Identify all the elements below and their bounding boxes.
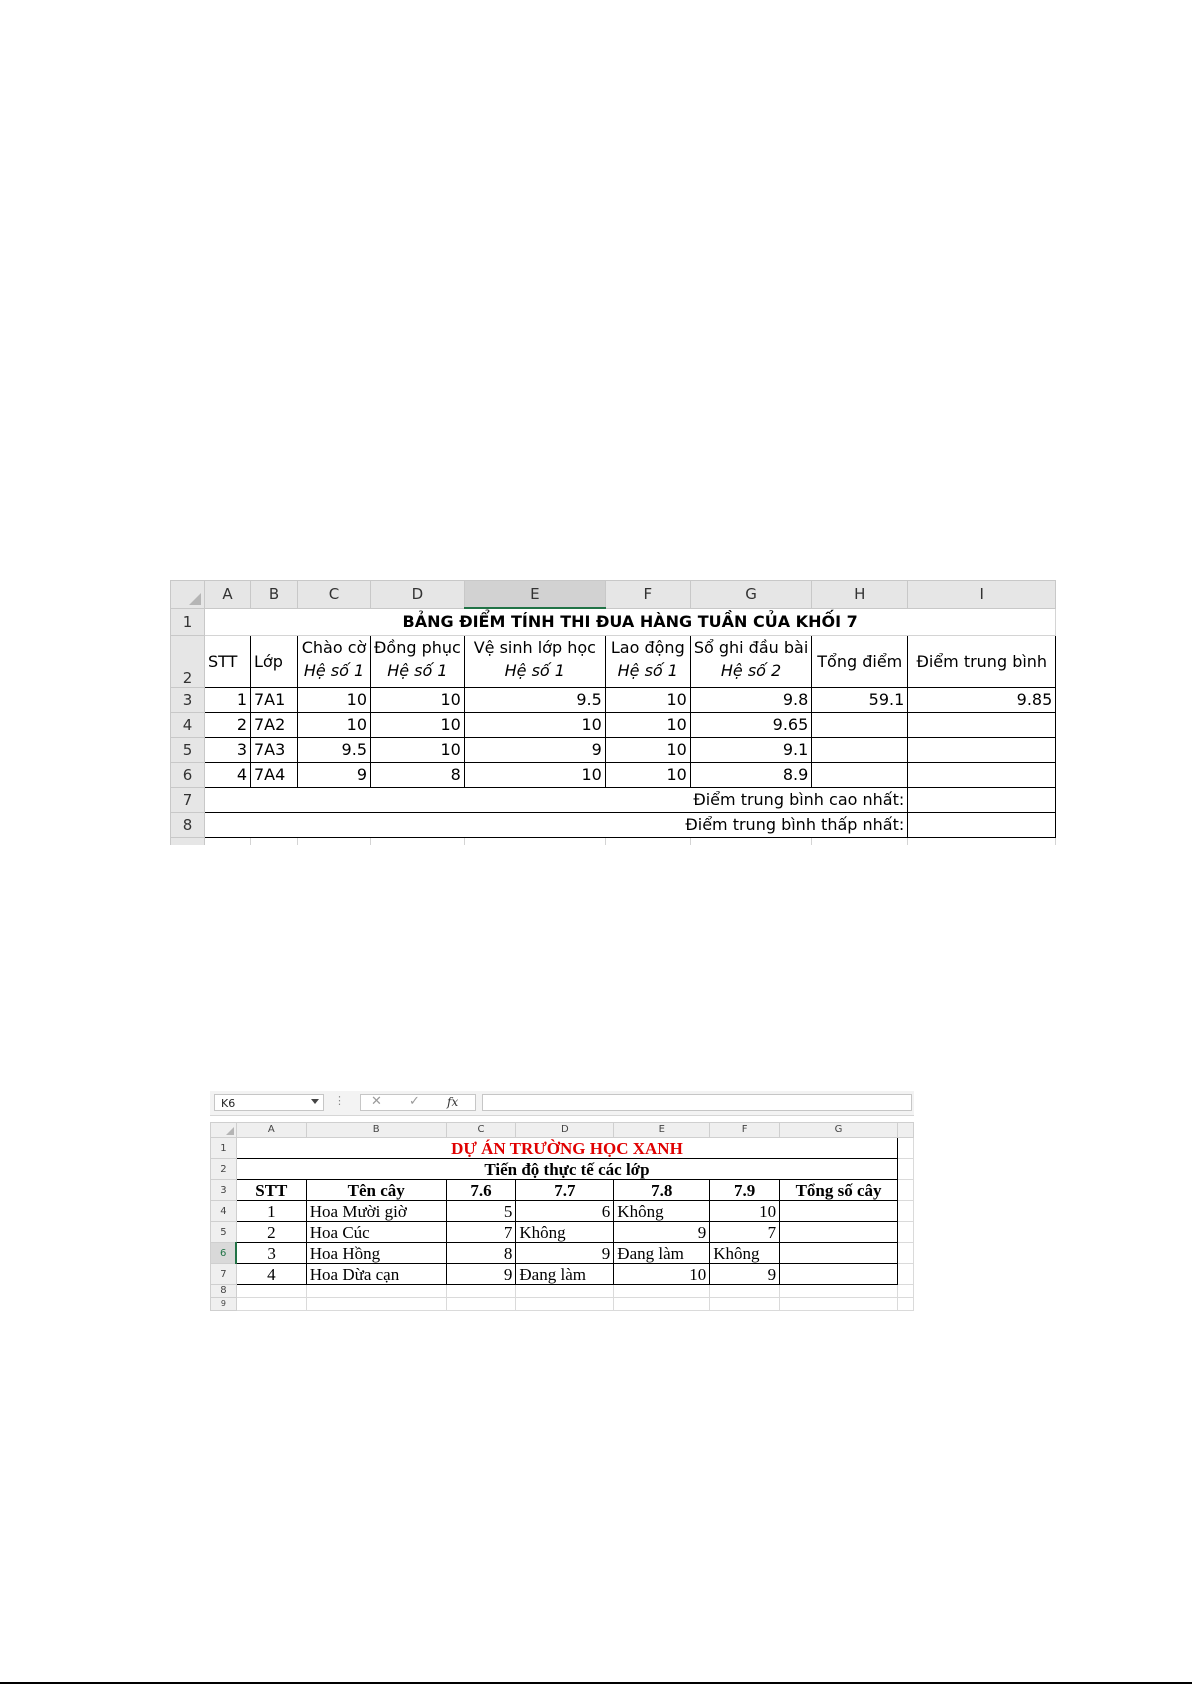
row-header[interactable]: 7: [171, 787, 205, 812]
coefficient-label: Hệ số 1: [387, 660, 448, 680]
row-header[interactable]: 4: [211, 1201, 237, 1222]
column-header-a[interactable]: A: [205, 581, 251, 609]
cell[interactable]: 9.5: [298, 737, 371, 762]
cell[interactable]: 2: [236, 1222, 306, 1243]
column-header-c[interactable]: C: [446, 1123, 516, 1138]
row-header[interactable]: 2: [211, 1159, 237, 1180]
table-row: [171, 635, 1056, 687]
sheet-title[interactable]: BẢNG ĐIỂM TÍNH THI ĐUA HÀNG TUẦN CỦA KHỐI 7: [205, 608, 1056, 635]
header-7-6[interactable]: 7.6: [446, 1180, 516, 1201]
cell[interactable]: 10: [605, 712, 690, 737]
column-header-c[interactable]: C: [298, 581, 371, 609]
cell[interactable]: 10: [464, 762, 605, 787]
select-all-corner[interactable]: [171, 581, 205, 609]
score-spreadsheet: [170, 580, 1076, 858]
cancel-icon[interactable]: ✕: [371, 1094, 382, 1109]
cell[interactable]: [908, 737, 1056, 762]
table-row: [171, 737, 1056, 762]
row-header[interactable]: 5: [171, 737, 205, 762]
cell[interactable]: 9: [298, 762, 371, 787]
cell[interactable]: 3: [205, 737, 251, 762]
header-ve-sinh[interactable]: [464, 635, 605, 687]
cell[interactable]: 9.1: [690, 737, 811, 762]
select-all-icon: [226, 1127, 234, 1135]
header-chao-co[interactable]: [298, 635, 371, 687]
row-header[interactable]: 3: [211, 1180, 237, 1201]
column-header-row: [171, 581, 1056, 609]
row-header[interactable]: 1: [211, 1138, 237, 1159]
cell[interactable]: 8: [371, 762, 465, 787]
cell[interactable]: 9.8: [690, 687, 811, 712]
max-average-label[interactable]: Điểm trung bình cao nhất:: [205, 787, 908, 812]
cell[interactable]: Đang làm: [614, 1243, 710, 1264]
table-row: [211, 1243, 914, 1264]
row-header[interactable]: 4: [171, 712, 205, 737]
cell[interactable]: 5: [446, 1201, 516, 1222]
table-row: [211, 1180, 914, 1201]
cell[interactable]: 4: [236, 1264, 306, 1285]
row-header[interactable]: 5: [211, 1222, 237, 1243]
cell[interactable]: 7: [446, 1222, 516, 1243]
min-average-value[interactable]: [908, 812, 1056, 837]
header-tong-so-cay[interactable]: Tổng số cây: [780, 1180, 898, 1201]
cell[interactable]: [908, 762, 1056, 787]
table-row: [171, 787, 1056, 812]
table-row: [211, 1264, 914, 1285]
header-ve-sinh-label: Vệ sinh lớp học: [473, 637, 596, 657]
header-dong-phuc-label: Đồng phục: [374, 637, 461, 657]
coefficient-label: Hệ số 1: [303, 660, 365, 680]
cell[interactable]: Hoa Mười giờ: [306, 1201, 446, 1222]
name-box[interactable]: K6: [214, 1094, 324, 1111]
cell[interactable]: [812, 712, 908, 737]
cell[interactable]: 10: [605, 687, 690, 712]
cell[interactable]: 10: [614, 1264, 710, 1285]
function-icon[interactable]: fx: [447, 1095, 459, 1109]
row-header[interactable]: 8: [171, 812, 205, 837]
column-header-e[interactable]: E: [614, 1123, 710, 1138]
green-school-grid: [210, 1122, 914, 1311]
table-row: [211, 1222, 914, 1243]
cell[interactable]: [780, 1201, 898, 1222]
column-header-b[interactable]: B: [306, 1123, 446, 1138]
cell[interactable]: Không: [710, 1243, 780, 1264]
formula-buttons: [360, 1094, 476, 1111]
column-header-i[interactable]: I: [908, 581, 1056, 609]
column-header-d[interactable]: D: [516, 1123, 614, 1138]
select-all-corner[interactable]: [211, 1123, 237, 1138]
header-7-8[interactable]: 7.8: [614, 1180, 710, 1201]
header-stt[interactable]: STT: [205, 635, 251, 687]
cell[interactable]: 10: [605, 737, 690, 762]
column-header-f[interactable]: F: [710, 1123, 780, 1138]
coefficient-label: Hệ số 1: [617, 660, 678, 680]
header-7-9[interactable]: 7.9: [710, 1180, 780, 1201]
project-title[interactable]: DỰ ÁN TRƯỜNG HỌC XANH: [236, 1138, 897, 1159]
cell[interactable]: 7A3: [251, 737, 298, 762]
cell[interactable]: [780, 1243, 898, 1264]
formula-bar: [210, 1091, 914, 1116]
partial-row: [171, 837, 1056, 845]
column-header-d[interactable]: D: [371, 581, 465, 609]
cell[interactable]: 1: [205, 687, 251, 712]
cell[interactable]: 3: [236, 1243, 306, 1264]
enter-icon[interactable]: ✓: [409, 1094, 420, 1109]
cell[interactable]: 9.65: [690, 712, 811, 737]
cell[interactable]: 4: [205, 762, 251, 787]
column-header-f[interactable]: F: [605, 581, 690, 609]
cell[interactable]: 7A1: [251, 687, 298, 712]
table-row: [211, 1298, 914, 1311]
cell[interactable]: 1: [236, 1201, 306, 1222]
cell[interactable]: 8: [446, 1243, 516, 1264]
formula-input[interactable]: [482, 1094, 912, 1111]
header-chao-co-label: Chào cờ: [301, 637, 367, 657]
row-header[interactable]: 9: [211, 1298, 237, 1311]
cell[interactable]: Hoa Dừa cạn: [306, 1264, 446, 1285]
cell[interactable]: 9: [614, 1222, 710, 1243]
header-so-ghi[interactable]: [690, 635, 811, 687]
cell[interactable]: Hoa Hồng: [306, 1243, 446, 1264]
project-subtitle[interactable]: Tiến độ thực tế các lớp: [236, 1159, 897, 1180]
chevron-down-icon[interactable]: [311, 1099, 319, 1104]
row-header[interactable]: 1: [171, 608, 205, 635]
table-row: [211, 1285, 914, 1298]
header-diem-tb[interactable]: Điểm trung bình: [908, 635, 1056, 687]
cell[interactable]: 10: [710, 1201, 780, 1222]
row-header[interactable]: 7: [211, 1264, 237, 1285]
cell[interactable]: Đang làm: [516, 1264, 614, 1285]
more-vert-icon[interactable]: ⋮: [334, 1094, 345, 1107]
header-tong-diem[interactable]: Tổng điểm: [812, 635, 908, 687]
header-stt[interactable]: STT: [236, 1180, 306, 1201]
header-ten-cay[interactable]: Tên cây: [306, 1180, 446, 1201]
cell[interactable]: 59.1: [812, 687, 908, 712]
column-header-b[interactable]: B: [251, 581, 298, 609]
min-average-label[interactable]: Điểm trung bình thấp nhất:: [205, 812, 908, 837]
table-row: [171, 812, 1056, 837]
row-header: [171, 837, 205, 845]
page-bottom-rule: [0, 1682, 1192, 1684]
row-header[interactable]: 8: [211, 1285, 237, 1298]
table-row: [171, 687, 1056, 712]
row-header[interactable]: 3: [171, 687, 205, 712]
header-dong-phuc[interactable]: [371, 635, 465, 687]
coefficient-label: Hệ số 2: [720, 660, 782, 680]
cell[interactable]: 10: [371, 712, 465, 737]
max-average-value[interactable]: [908, 787, 1056, 812]
cell[interactable]: Không: [516, 1222, 614, 1243]
header-so-ghi-label: Sổ ghi đầu bài: [693, 637, 809, 657]
coefficient-label: Hệ số 1: [504, 660, 565, 680]
cell[interactable]: 6: [516, 1201, 614, 1222]
table-row: [171, 608, 1056, 635]
cell[interactable]: 9: [516, 1243, 614, 1264]
cell[interactable]: Hoa Cúc: [306, 1222, 446, 1243]
table-row: [211, 1201, 914, 1222]
cell[interactable]: 9: [464, 737, 605, 762]
column-header-e[interactable]: E: [464, 581, 605, 609]
cell[interactable]: 7: [710, 1222, 780, 1243]
row-header[interactable]: 2: [171, 635, 205, 687]
column-header-h[interactable]: H: [812, 581, 908, 609]
column-header-g[interactable]: G: [780, 1123, 898, 1138]
cell[interactable]: 9: [710, 1264, 780, 1285]
cell[interactable]: 10: [464, 712, 605, 737]
cell[interactable]: 7A2: [251, 712, 298, 737]
table-row: [211, 1159, 914, 1180]
cell[interactable]: 10: [371, 737, 465, 762]
cell[interactable]: 7A4: [251, 762, 298, 787]
cell[interactable]: [812, 762, 908, 787]
table-row: [171, 712, 1056, 737]
cell[interactable]: Không: [614, 1201, 710, 1222]
cell[interactable]: 9: [446, 1264, 516, 1285]
select-all-icon: [189, 593, 201, 605]
cell[interactable]: 9.85: [908, 687, 1056, 712]
cell[interactable]: 10: [605, 762, 690, 787]
header-lao-dong[interactable]: [605, 635, 690, 687]
header-lop[interactable]: Lớp: [251, 635, 298, 687]
green-school-spreadsheet: [210, 1091, 914, 1316]
cell[interactable]: [812, 737, 908, 762]
cell[interactable]: [908, 712, 1056, 737]
column-header-a[interactable]: A: [236, 1123, 306, 1138]
row-header-selected[interactable]: 6: [211, 1243, 237, 1264]
cell[interactable]: 2: [205, 712, 251, 737]
cell[interactable]: 9.5: [464, 687, 605, 712]
column-header-h[interactable]: [897, 1123, 913, 1138]
cell[interactable]: 10: [298, 687, 371, 712]
cell[interactable]: 10: [371, 687, 465, 712]
header-lao-dong-label: Lao động: [610, 637, 685, 657]
table-row: [171, 762, 1056, 787]
table-row: [211, 1138, 914, 1159]
header-7-7[interactable]: 7.7: [516, 1180, 614, 1201]
cell[interactable]: 8.9: [690, 762, 811, 787]
column-header-row: [211, 1123, 914, 1138]
score-grid: [170, 580, 1056, 845]
cell[interactable]: [780, 1222, 898, 1243]
cell[interactable]: 10: [298, 712, 371, 737]
row-header[interactable]: 6: [171, 762, 205, 787]
column-header-g[interactable]: G: [690, 581, 811, 609]
cell[interactable]: [780, 1264, 898, 1285]
